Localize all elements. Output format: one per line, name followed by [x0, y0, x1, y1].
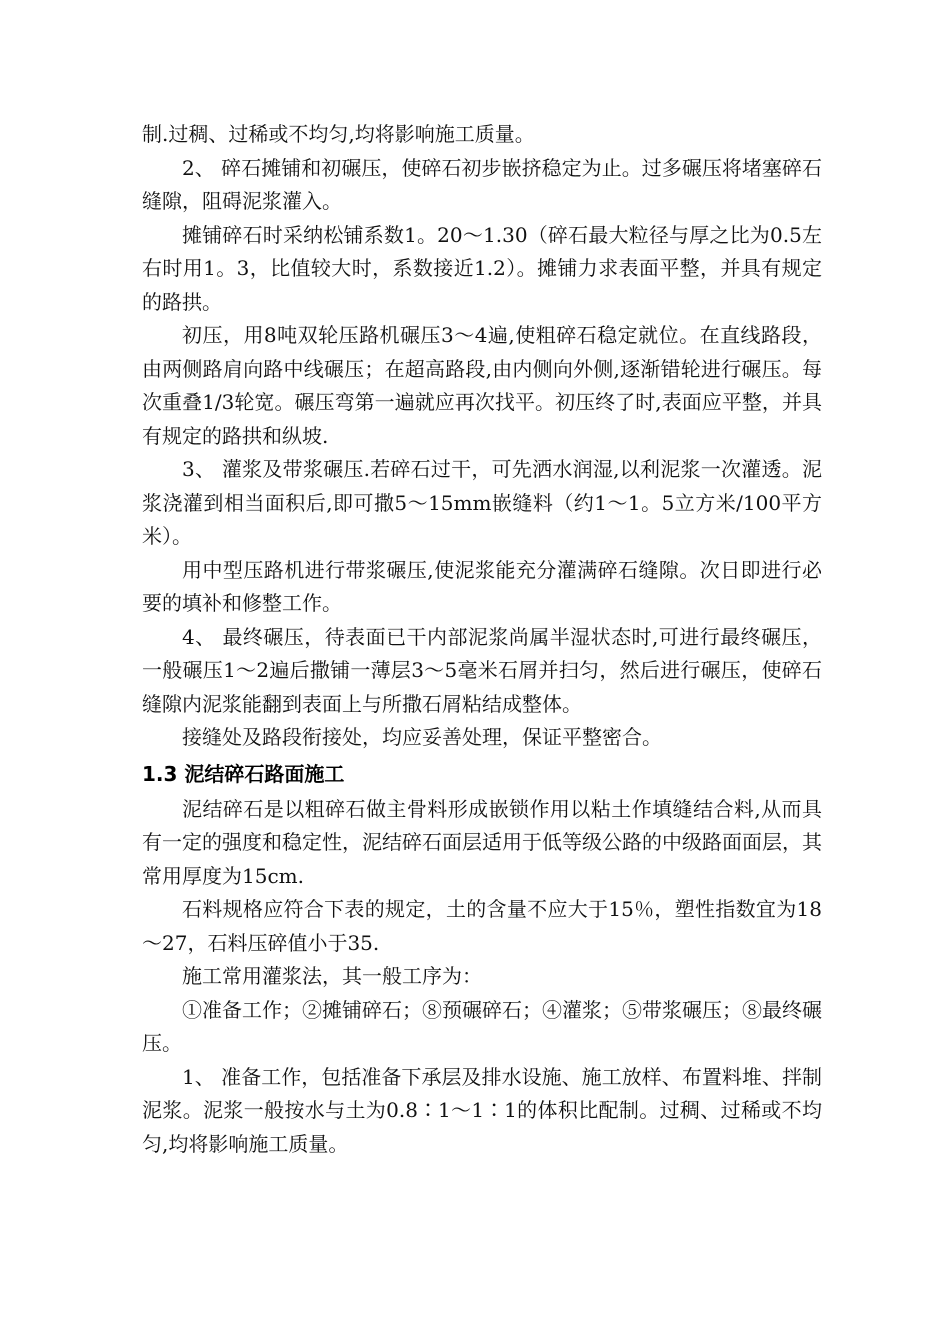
paragraph-definition: 泥结碎石是以粗碎石做主骨料形成嵌锁作用以粘土作填缝结合料,从而具有一定的强度和稳定性，泥结碎石面层适用于低等级公路的中级路面面层，其常用厚度为15cm.	[142, 796, 822, 888]
paragraph-step-4: 4、 最终碾压，待表面已干内部泥浆尚属半湿状态时,可进行最终碾压，一般碾压1～2遍后撒铺一薄层3～5毫米石屑并扫匀，然后进行碾压，使碎石缝隙内泥浆能翻到表面上与所撒石屑粘结成整体。	[142, 624, 822, 716]
paragraph-stone-spec: 石料规格应符合下表的规定，土的含量不应大于15％，塑性指数宜为18～27，石料压碎值小于35.	[142, 897, 822, 955]
section-heading: 1.3 泥结碎石路面施工	[142, 761, 345, 786]
paragraph-initial-rolling: 初压，用8吨双轮压路机碾压3～4遍,使粗碎石稳定就位。在直线路段，由两侧路肩向路中线碾压；在超高路段,由内侧向外侧,逐渐错轮进行碾压。每次重叠1/3轮宽。碾压弯第一遍就应再次找平。初压终了时,表面应平整，并具有规定的路拱和纵坡.	[142, 323, 822, 448]
paragraph-method-intro: 施工常用灌浆法，其一般工序为：	[182, 964, 482, 988]
paragraph-step-1: 1、 准备工作，包括准备下承层及排水设施、施工放样、布置料堆、拌制泥浆。泥浆一般按水与土为0.8∶1～1∶1的体积比配制。过稠、过稀或不均匀,均将影响施工质量。	[142, 1064, 822, 1156]
paragraph-slurry-rolling: 用中型压路机进行带浆碾压,使泥浆能充分灌满碎石缝隙。次日即进行必要的填补和修整工作。	[142, 557, 822, 615]
paragraph-step-3: 3、 灌浆及带浆碾压.若碎石过干，可先洒水润湿,以利泥浆一次灌透。泥浆浇灌到相当面积后,即可撒5～15mm嵌缝料（约1～1。5立方米/100平方米）。	[142, 457, 822, 548]
paragraph-continuation: 制.过稠、过稀或不均匀,均将影响施工质量。	[142, 122, 535, 146]
paragraph-step-2: 2、 碎石摊铺和初碾压，使碎石初步嵌挤稳定为止。过多碾压将堵塞碎石缝隙，阻碍泥浆灌入。	[142, 155, 822, 213]
document-page	[142, 118, 822, 1161]
section-before	[142, 118, 822, 755]
paragraph-procedure-list: ①准备工作；②摊铺碎石；⑧预碾碎石；④灌浆；⑤带浆碾压；⑧最终碾压。	[142, 997, 822, 1055]
paragraph-loose-coefficient: 摊铺碎石时采纳松铺系数1。20～1.30（碎石最大粒径与厚之比为0.5左右时用1。3，比值较大时，系数接近1.2）。摊铺力求表面平整，并具有规定的路拱。	[142, 222, 822, 314]
paragraph-joints: 接缝处及路段衔接处，均应妥善处理，保证平整密合。	[182, 725, 662, 749]
section-after	[142, 793, 822, 1162]
